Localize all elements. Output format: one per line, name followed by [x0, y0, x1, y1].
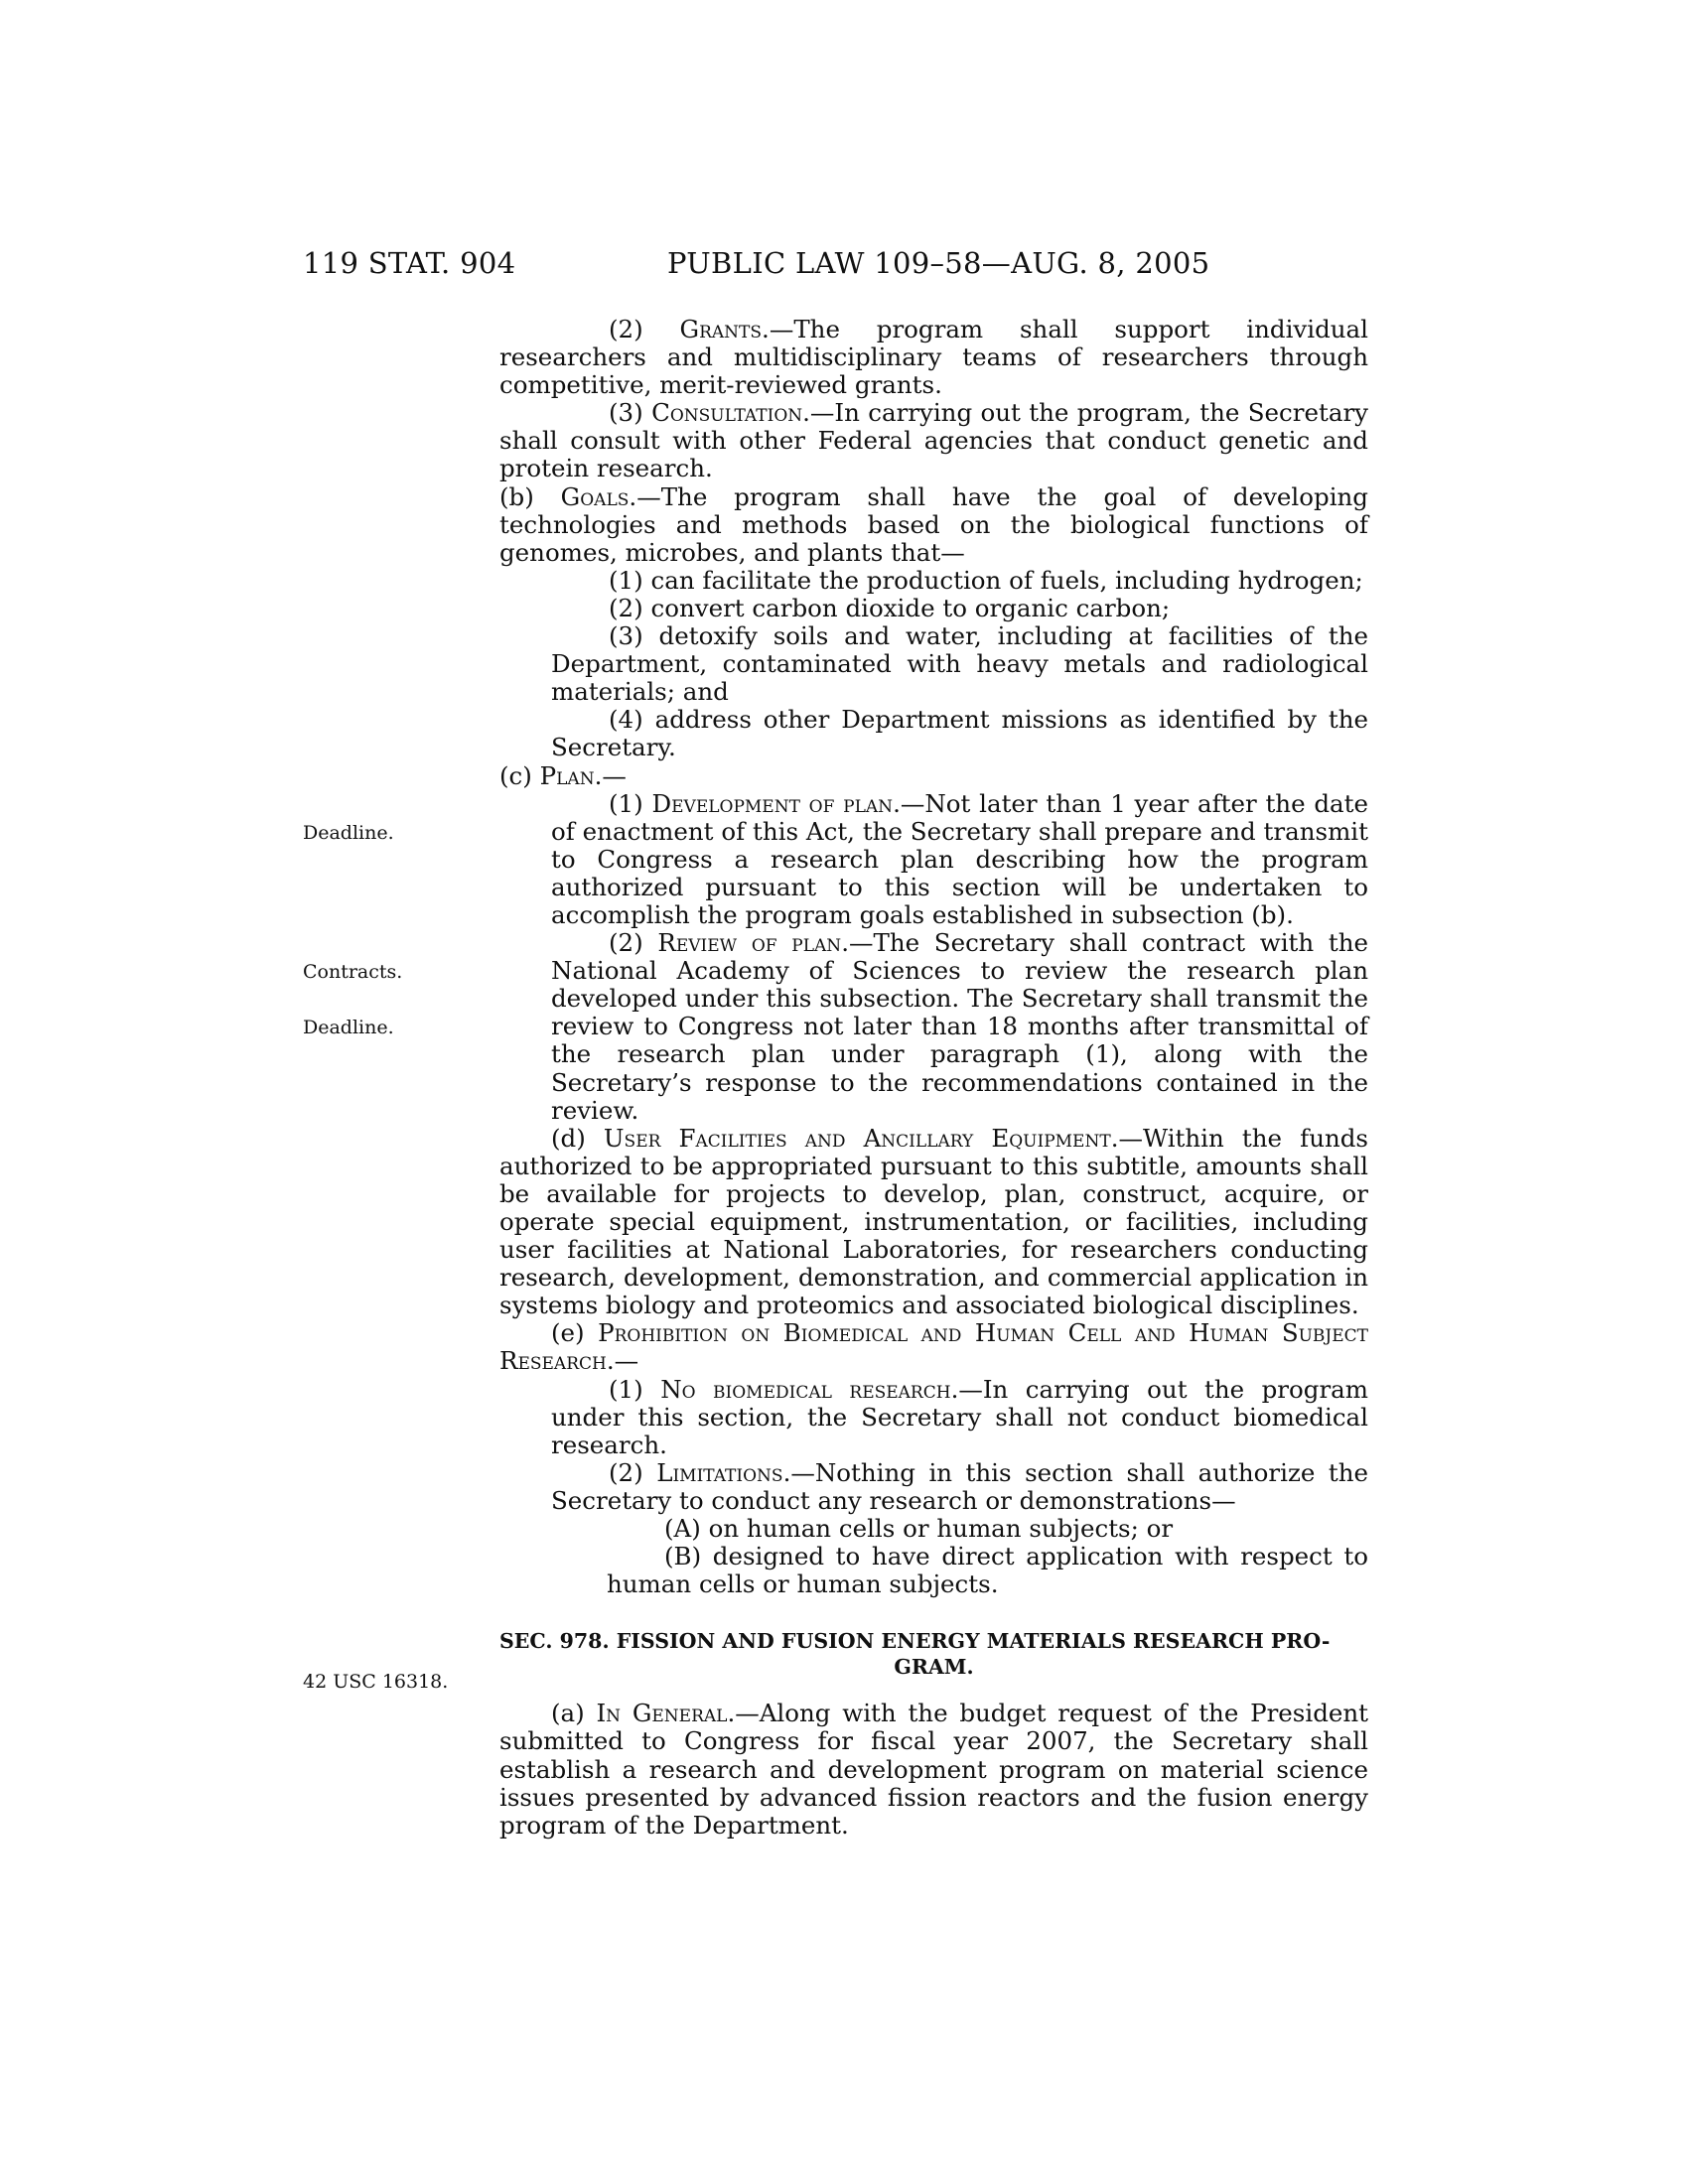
margin-note-usc-citation: 42 USC 16318. [303, 1671, 449, 1693]
subsection-heading: Plan [539, 760, 595, 790]
goal-item: (1) can facilitate the production of fuels, including hydrogen; [609, 565, 1363, 595]
paragraph-review-of-plan: (2) Review of plan.—The Secretary shall contract with the National Academy of Sciences to review the research plan developed under this subsection. The Secretary shall transmit the review to Congress not later than 18 months after transmittal of the research plan under paragraph (1), along with the Secretary’s response to the recommendations contained in the review. [551, 928, 1369, 1125]
section-heading [499, 1628, 1368, 1680]
subsection-user-facilities: (d) User Facilities and Ancillary Equipment.—Within the funds authorized to be appropriated pursuant to this subtitle, amounts shall be available for projects to develop, plan, construct, acquire, or operate special equipment, instrumentation, or facilities, including user facilities at National Laboratories, for researchers conducting research, development, demonstration, and commercial application in systems biology and proteomics and associated biological disciplines. [499, 1123, 1369, 1320]
subsection-plan: (c) Plan.— [499, 760, 627, 790]
subsection-heading: Prohibition on Biomedical and Human Cell and Human Subject Research [499, 1318, 1368, 1376]
section-heading-line: GRAM. [894, 1655, 974, 1680]
paragraph-heading: Limitations [656, 1457, 783, 1487]
paragraph-consultation: (3) Consultation.—In carrying out the program, the Secretary shall consult with other Federal agencies that conduct genetic and protein research. [499, 398, 1368, 483]
goal-item: (2) convert carbon dioxide to organic carbon; [609, 593, 1171, 622]
paragraph-heading: Review of plan [657, 928, 842, 958]
goal-item: (4) address other Department missions as identified by the Secretary. [551, 705, 1368, 762]
limitation-item: (B) designed to have direct application with respect to human cells or human subjects. [607, 1542, 1368, 1599]
section-heading-line: SEC. 978. FISSION AND FUSION ENERGY MATERIALS RESEARCH PRO- [499, 1629, 1331, 1654]
subsection-heading: User Facilities and Ancillary Equipment [603, 1123, 1111, 1153]
paragraph-no-biomedical-research: (1) No biomedical research.—In carrying out the program under this section, the Secretary shall not conduct biomedical research. [551, 1374, 1368, 1459]
paragraph-heading: No biomedical research [660, 1374, 951, 1404]
subsection-heading: Goals [560, 481, 630, 511]
subsection-goals: (b) Goals.—The program shall have the goal of developing technologies and methods based on the biological functions of genomes, microbes, and plants that— [499, 481, 1368, 567]
subsection-heading: In General [596, 1699, 728, 1728]
margin-note-deadline: Deadline. [303, 1017, 394, 1038]
paragraph-heading: Consultation [651, 398, 803, 428]
goal-item: (3) detoxify soils and water, including at facilities of the Department, contaminated with heavy metals and radiological materials; and [551, 621, 1368, 707]
law-text-body [499, 316, 1368, 1840]
subsection-prohibition: (e) Prohibition on Biomedical and Human Cell and Human Subject Research.— [499, 1318, 1368, 1376]
paragraph-heading: Grants [679, 315, 763, 343]
paragraph-grants: (2) Grants.—The program shall support individual researchers and multidisciplinary teams of researchers through competitive, merit-reviewed grants. [499, 315, 1368, 400]
paragraph-development-of-plan: (1) Development of plan.—Not later than 1 year after the date of enactment of this Act, the Secretary shall prepare and transmit to Congress a research plan describing how the program authorized pursuant to this section will be undertaken to accomplish the program goals established in subsection (b). [551, 788, 1368, 929]
margin-note-deadline: Deadline. [303, 822, 394, 844]
public-law-title: PUBLIC LAW 109–58—AUG. 8, 2005 [667, 246, 1210, 280]
limitation-item: (A) on human cells or human subjects; or [664, 1514, 1174, 1544]
paragraph-heading: Development of plan [651, 788, 894, 818]
subsection-in-general: (a) In General.—Along with the budget request of the President submitted to Congress for fiscal year 2007, the Secretary shall establish a research and development program on material science issues presented by advanced fission reactors and the fusion energy program of the Department. [499, 1699, 1368, 1840]
margin-note-contracts: Contracts. [303, 961, 403, 983]
statute-page-number: 119 STAT. 904 [303, 246, 516, 280]
paragraph-limitations: (2) Limitations.—Nothing in this section shall authorize the Secretary to conduct any research or demonstrations— [551, 1457, 1368, 1515]
